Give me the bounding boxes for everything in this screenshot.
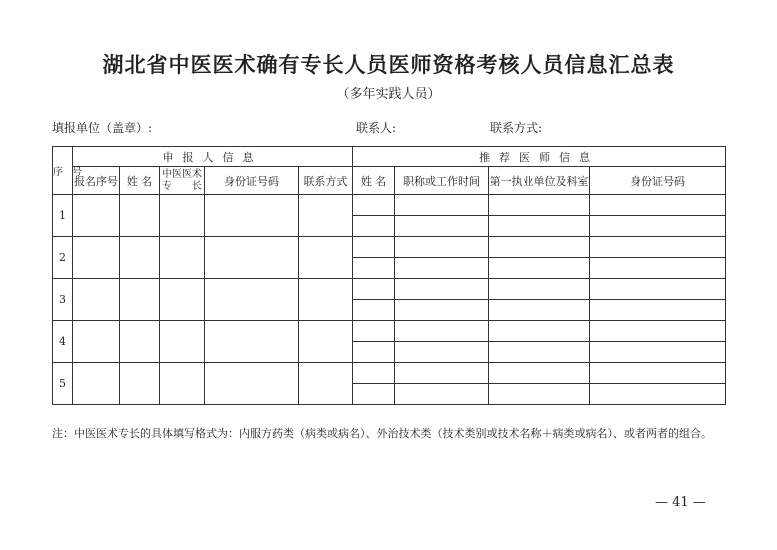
applicant-id-cell[interactable] xyxy=(205,195,299,237)
specialty-cell[interactable] xyxy=(160,279,205,321)
recommender-name-cell[interactable] xyxy=(353,258,395,279)
table-row xyxy=(53,321,726,342)
specialty-header-line1: 中医医术 xyxy=(162,168,202,180)
applicant-name-cell[interactable] xyxy=(120,195,160,237)
unit-dept-cell[interactable] xyxy=(489,321,590,342)
contact-cell[interactable] xyxy=(299,237,353,279)
title-time-cell[interactable] xyxy=(395,342,489,363)
recommender-name-cell[interactable] xyxy=(353,300,395,321)
recommender-id-cell[interactable] xyxy=(590,258,726,279)
title-time-cell[interactable] xyxy=(395,384,489,405)
document-subtitle: （多年实践人员） xyxy=(336,87,441,102)
row-seq: 3 xyxy=(53,279,73,321)
recommender-id-cell[interactable] xyxy=(590,237,726,258)
recommender-id-cell[interactable] xyxy=(590,279,726,300)
applicant-id-cell[interactable] xyxy=(205,279,299,321)
contact-cell[interactable] xyxy=(299,363,353,405)
recommender-name-cell[interactable] xyxy=(353,363,395,384)
title-time-cell[interactable] xyxy=(395,237,489,258)
recommender-id-cell[interactable] xyxy=(590,321,726,342)
recommender-id-cell[interactable] xyxy=(590,195,726,216)
applicant-id-cell[interactable] xyxy=(205,363,299,405)
page-number: — 41 — xyxy=(655,495,706,510)
title-time-cell[interactable] xyxy=(395,321,489,342)
recommender-id-header: 身份证号码 xyxy=(590,167,726,195)
applicant-group-header: 申报人信息 xyxy=(73,147,353,167)
recommender-name-cell[interactable] xyxy=(353,237,395,258)
title-time-header: 职称或工作时间 xyxy=(395,167,489,195)
reg-no-cell[interactable] xyxy=(73,363,120,405)
summary-table xyxy=(52,146,726,405)
title-time-cell[interactable] xyxy=(395,363,489,384)
unit-dept-cell[interactable] xyxy=(489,384,590,405)
row-seq: 2 xyxy=(53,237,73,279)
recommender-id-cell[interactable] xyxy=(590,342,726,363)
applicant-name-header: 姓 名 xyxy=(120,167,160,195)
unit-dept-cell[interactable] xyxy=(489,216,590,237)
table-row xyxy=(53,363,726,384)
specialty-header xyxy=(160,167,205,195)
unit-dept-cell[interactable] xyxy=(489,300,590,321)
unit-dept-cell[interactable] xyxy=(489,258,590,279)
applicant-name-cell[interactable] xyxy=(120,363,160,405)
reg-no-header: 报名序号 xyxy=(73,167,120,195)
applicant-id-cell[interactable] xyxy=(205,237,299,279)
footnote: 注：中医医术专长的具体填写格式为：内服方药类（病类或病名）、外治技术类（技术类别或技术名称＋病类或病名）、或者两者的组合。 xyxy=(52,427,712,440)
applicant-id-cell[interactable] xyxy=(205,321,299,363)
title-time-cell[interactable] xyxy=(395,216,489,237)
applicant-name-cell[interactable] xyxy=(120,321,160,363)
recommender-name-cell[interactable] xyxy=(353,195,395,216)
specialty-cell[interactable] xyxy=(160,237,205,279)
fill-unit-label: 填报单位（盖章）: xyxy=(52,121,153,135)
unit-dept-cell[interactable] xyxy=(489,195,590,216)
applicant-id-header: 身份证号码 xyxy=(205,167,299,195)
seq-header: 序号 xyxy=(53,147,73,195)
recommender-name-cell[interactable] xyxy=(353,384,395,405)
document-title: 湖北省中医医术确有专长人员医师资格考核人员信息汇总表 xyxy=(102,52,675,77)
unit-dept-cell[interactable] xyxy=(489,279,590,300)
contact-cell[interactable] xyxy=(299,321,353,363)
reg-no-cell[interactable] xyxy=(73,237,120,279)
reg-no-cell[interactable] xyxy=(73,321,120,363)
title-time-cell[interactable] xyxy=(395,279,489,300)
contact-method-label: 联系方式: xyxy=(490,121,543,135)
specialty-header-line2: 专 长 xyxy=(162,180,202,192)
title-time-cell[interactable] xyxy=(395,195,489,216)
recommender-id-cell[interactable] xyxy=(590,300,726,321)
applicant-name-cell[interactable] xyxy=(120,279,160,321)
recommender-name-cell[interactable] xyxy=(353,321,395,342)
recommender-id-cell[interactable] xyxy=(590,216,726,237)
recommender-name-cell[interactable] xyxy=(353,279,395,300)
group-header-row xyxy=(53,147,726,167)
recommender-group-header: 推荐医师信息 xyxy=(353,147,726,167)
table-row xyxy=(53,237,726,258)
reg-no-cell[interactable] xyxy=(73,279,120,321)
unit-dept-cell[interactable] xyxy=(489,342,590,363)
row-seq: 4 xyxy=(53,321,73,363)
title-time-cell[interactable] xyxy=(395,258,489,279)
recommender-name-cell[interactable] xyxy=(353,342,395,363)
contact-header: 联系方式 xyxy=(299,167,353,195)
row-seq: 1 xyxy=(53,195,73,237)
row-seq: 5 xyxy=(53,363,73,405)
table-row xyxy=(53,279,726,300)
specialty-cell[interactable] xyxy=(160,195,205,237)
recommender-id-cell[interactable] xyxy=(590,384,726,405)
recommender-name-header: 姓 名 xyxy=(353,167,395,195)
recommender-name-cell[interactable] xyxy=(353,216,395,237)
contact-cell[interactable] xyxy=(299,279,353,321)
contact-cell[interactable] xyxy=(299,195,353,237)
unit-dept-header: 第一执业单位及科室 xyxy=(489,167,590,195)
unit-dept-cell[interactable] xyxy=(489,237,590,258)
recommender-id-cell[interactable] xyxy=(590,363,726,384)
unit-dept-cell[interactable] xyxy=(489,363,590,384)
column-header-row xyxy=(53,167,726,195)
reg-no-cell[interactable] xyxy=(73,195,120,237)
specialty-cell[interactable] xyxy=(160,363,205,405)
specialty-cell[interactable] xyxy=(160,321,205,363)
contact-person-label: 联系人: xyxy=(356,121,397,135)
applicant-name-cell[interactable] xyxy=(120,237,160,279)
title-time-cell[interactable] xyxy=(395,300,489,321)
table-row xyxy=(53,195,726,216)
